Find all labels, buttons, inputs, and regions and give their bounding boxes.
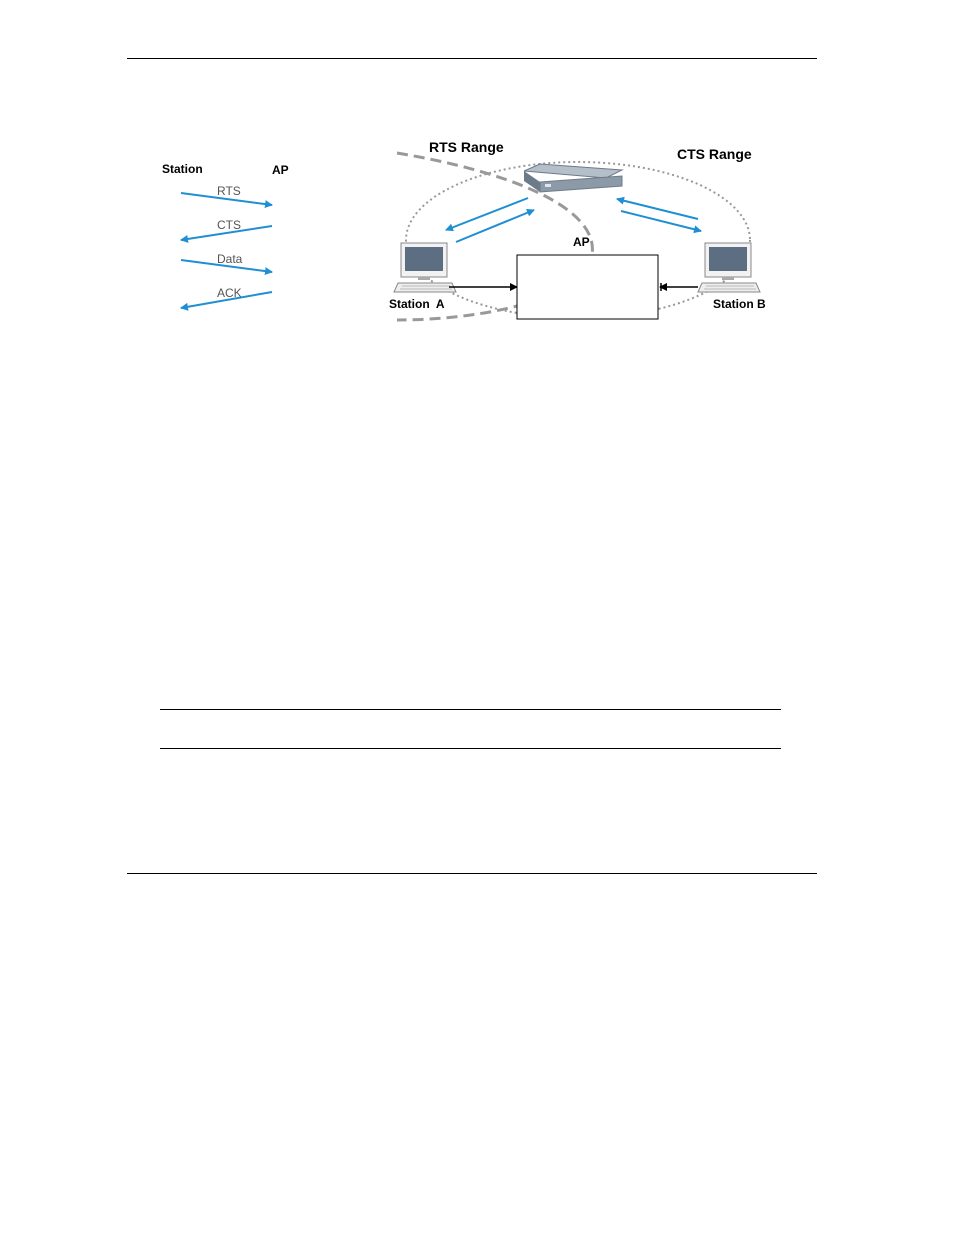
station-b-to-ap-arrow xyxy=(617,199,698,219)
ap-to-station-b-arrow xyxy=(621,211,701,231)
table-top-rule xyxy=(160,709,781,710)
cts-label: CTS xyxy=(217,218,241,232)
station-a-to-ap-arrow xyxy=(456,210,534,242)
sequence-ap-label: AP xyxy=(272,163,289,177)
access-point-icon xyxy=(524,164,622,192)
station-b-computer-icon xyxy=(698,243,760,292)
table-bottom-rule xyxy=(160,748,781,749)
station-b-label: Station B xyxy=(713,297,766,311)
data-label: Data xyxy=(217,252,243,266)
sequence-station-label: Station xyxy=(162,162,203,176)
blank-box xyxy=(517,255,658,319)
ap-label: AP xyxy=(573,235,590,249)
station-a-label: Station A xyxy=(389,297,445,311)
footer-rule xyxy=(127,873,817,874)
station-a-computer-icon xyxy=(394,243,456,292)
ap-to-station-a-arrow xyxy=(446,198,528,230)
rts-range-label: RTS Range xyxy=(429,139,504,155)
cts-range-label: CTS Range xyxy=(677,146,752,162)
rts-cts-diagram xyxy=(0,0,954,360)
ack-label: ACK xyxy=(217,286,242,300)
rts-label: RTS xyxy=(217,184,241,198)
